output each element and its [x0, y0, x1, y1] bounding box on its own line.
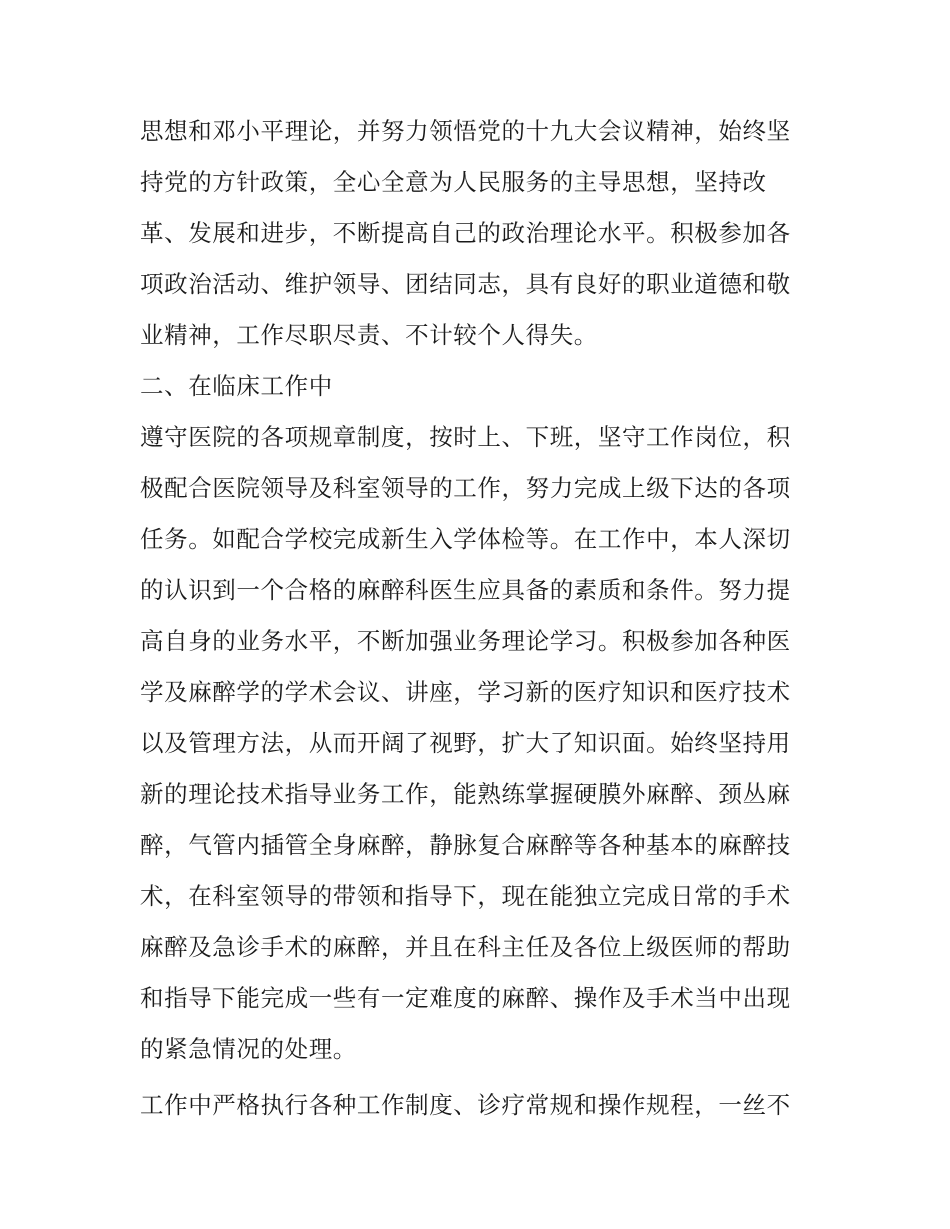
text-line: 极配合医院领导及科室领导的工作，努力完成上级下达的各项: [140, 474, 791, 502]
text-line: 项政治活动、维护领导、团结同志，具有良好的职业道德和敬: [140, 270, 791, 298]
text-line: 术，在科室领导的带领和指导下，现在能独立完成日常的手术: [140, 882, 791, 910]
text-line: 和指导下能完成一些有一定难度的麻醉、操作及手术当中出现: [140, 984, 791, 1012]
text-line: 持党的方针政策，全心全意为人民服务的主导思想，坚持改: [140, 168, 767, 196]
document-body: [140, 106, 820, 1131]
text-line: 醉，气管内插管全身麻醉，静脉复合麻醉等各种基本的麻醉技: [140, 831, 791, 859]
text-line: 高自身的业务水平，不断加强业务理论学习。积极参加各种医: [140, 627, 791, 655]
text-line: 革、发展和进步，不断提高自己的政治理论水平。积极参加各: [140, 219, 791, 247]
text-line: 学及麻醉学的学术会议、讲座，学习新的医疗知识和医疗技术: [140, 678, 791, 706]
text-line: 工作中严格执行各种工作制度、诊疗常规和操作规程，一丝不: [140, 1091, 791, 1119]
text-line: 的认识到一个合格的麻醉科医生应具备的素质和条件。努力提: [140, 576, 791, 604]
text-line: 任务。如配合学校完成新生入学体检等。在工作中，本人深切: [140, 525, 791, 553]
section-heading: 二、在临床工作中: [140, 372, 333, 400]
text-line: 新的理论技术指导业务工作，能熟练掌握硬膜外麻醉、颈丛麻: [140, 780, 791, 808]
text-line: 的紧急情况的处理。: [140, 1035, 357, 1063]
text-line: 业精神，工作尽职尽责、不计较个人得失。: [140, 321, 598, 349]
text-line: 遵守医院的各项规章制度，按时上、下班，坚守工作岗位，积: [140, 423, 791, 451]
text-line: 以及管理方法，从而开阔了视野，扩大了知识面。始终坚持用: [140, 729, 791, 757]
text-line: 思想和邓小平理论，并努力领悟党的十九大会议精神，始终坚: [140, 117, 791, 145]
text-line: 麻醉及急诊手术的麻醉，并且在科主任及各位上级医师的帮助: [140, 933, 791, 961]
